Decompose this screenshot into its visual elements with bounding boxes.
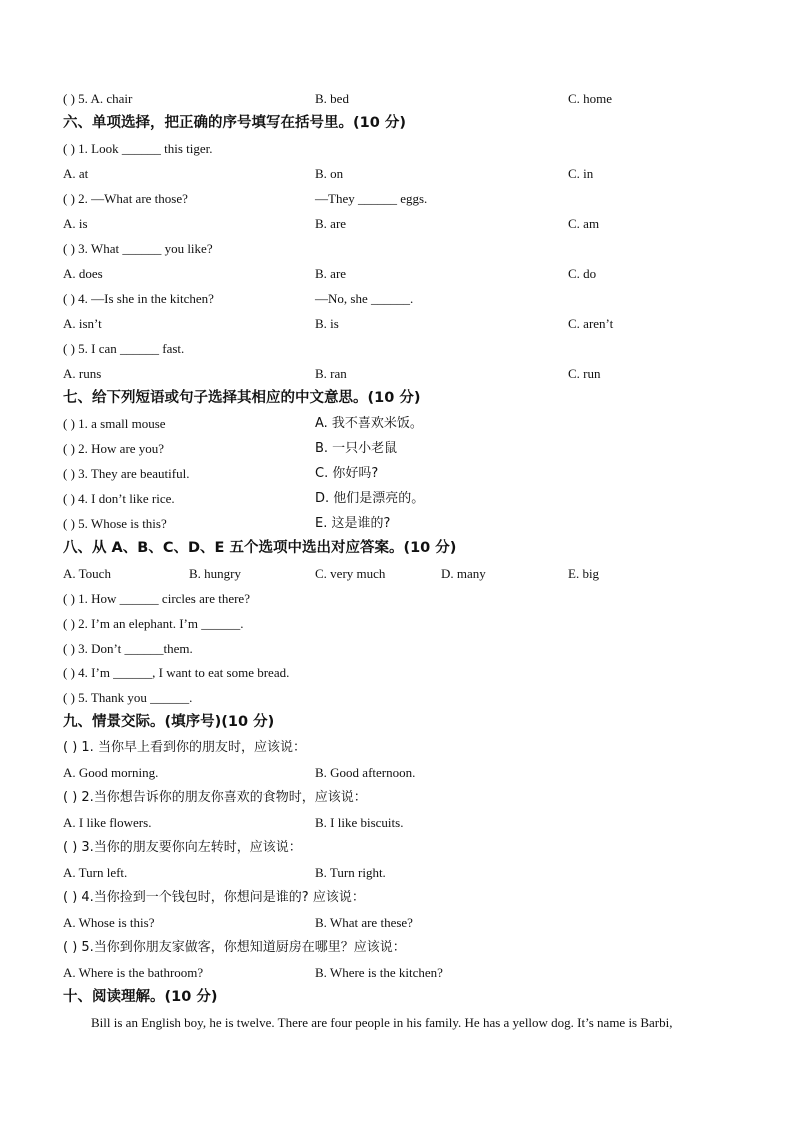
option-b: B. on: [315, 166, 344, 181]
question-row: ( ) 3.当你的朋友要你向左转时，应该说：: [63, 840, 302, 855]
word-option-e: E. big: [568, 566, 600, 581]
question-row: ( ) 4.当你捡到一个钱包时，你想问是谁的? 应该说：: [63, 890, 365, 905]
question-row: ( ) 1. 当你早上看到你的朋友时，应该说：: [63, 740, 306, 755]
option-b: B. is: [315, 316, 339, 331]
option-b: B. Where is the kitchen?: [315, 965, 443, 980]
question-stem: ( ) 5. I can ______ fast.: [63, 341, 185, 356]
option-c: C. am: [568, 216, 600, 231]
question-stem: ( ) 5. A. chair: [63, 91, 133, 106]
question-row: ( ) 5.当你到你朋友家做客，你想知道厨房在哪里？应该说：: [63, 940, 406, 955]
section-10-title: 十、阅读理解。(10 分): [63, 989, 218, 1005]
option-b: B. I like biscuits.: [315, 815, 404, 830]
question-stem: ( ) 4. —Is she in the kitchen?: [63, 291, 214, 306]
option-b: B. bed: [315, 91, 349, 106]
question-stem: ( ) 4. I don’t like rice.: [63, 491, 175, 506]
option-a: A. runs: [63, 366, 102, 381]
option-b: B. are: [315, 216, 347, 231]
section-6-title: 六、单项选择，把正确的序号填写在括号里。(10 分): [63, 115, 406, 131]
section-9-title: 九、情景交际。(填序号)(10 分): [63, 714, 275, 730]
question-stem: ( ) 3. What ______ you like?: [63, 241, 213, 256]
option-a: A. Turn left.: [63, 865, 128, 880]
option-c: C. run: [568, 366, 601, 381]
question-row: ( ) 5. Thank you ______.: [63, 690, 193, 705]
match-option: A. 我不喜欢米饭。: [315, 416, 423, 431]
question-stem: ( ) 1. Look ______ this tiger.: [63, 141, 213, 156]
option-a: A. Where is the bathroom?: [63, 965, 204, 980]
option-a: A. Whose is this?: [63, 915, 155, 930]
word-option-a: A. Touch: [63, 566, 111, 581]
match-option: B. 一只小老鼠: [315, 441, 398, 456]
question-row: ( ) 1. How ______ circles are there?: [63, 591, 250, 606]
option-b: B. are: [315, 266, 347, 281]
option-c: C. do: [568, 266, 597, 281]
option-b: B. Good afternoon.: [315, 765, 416, 780]
option-c: C. in: [568, 166, 594, 181]
question-stem: ( ) 3. They are beautiful.: [63, 466, 190, 481]
option-c: C. home: [568, 91, 613, 106]
option-c: C. aren’t: [568, 316, 614, 331]
section-8-title: 八、从 A、B、C、D、E 五个选项中选出对应答案。(10 分): [63, 540, 457, 556]
option-a: A. is: [63, 216, 88, 231]
match-option: C. 你好吗?: [315, 466, 379, 481]
option-b: B. ran: [315, 366, 347, 381]
question-stem: ( ) 1. a small mouse: [63, 416, 166, 431]
option-b: B. What are these?: [315, 915, 413, 930]
section-7-title: 七、给下列短语或句子选择其相应的中文意思。(10 分): [63, 390, 421, 406]
question-stem-answer: —They ______ eggs.: [315, 191, 428, 206]
match-option: E. 这是谁的?: [315, 516, 391, 531]
question-stem: ( ) 2. How are you?: [63, 441, 165, 456]
question-row: ( ) 4. I’m ______, I want to eat some bread.: [63, 665, 290, 680]
option-a: A. I like flowers.: [63, 815, 152, 830]
question-stem: ( ) 5. Whose is this?: [63, 516, 167, 531]
question-stem-answer: —No, she ______.: [315, 291, 414, 306]
word-option-b: B. hungry: [189, 566, 241, 581]
option-a: A. Good morning.: [63, 765, 159, 780]
word-option-d: D. many: [441, 566, 486, 581]
option-a: A. isn’t: [63, 316, 102, 331]
option-a: A. does: [63, 266, 103, 281]
word-option-c: C. very much: [315, 566, 386, 581]
option-a: A. at: [63, 166, 89, 181]
question-stem: ( ) 2. —What are those?: [63, 191, 188, 206]
option-b: B. Turn right.: [315, 865, 386, 880]
match-option: D. 他们是漂亮的。: [315, 491, 425, 506]
reading-passage: Bill is an English boy, he is twelve. There are four people in his family. He has a yellow dog. It’s name is Barbi,: [91, 1015, 673, 1030]
question-row: ( ) 3. Don’t ______them.: [63, 641, 193, 656]
question-row: ( ) 2.当你想告诉你的朋友你喜欢的食物时，应该说：: [63, 790, 367, 805]
question-row: ( ) 2. I’m an elephant. I’m ______.: [63, 616, 244, 631]
